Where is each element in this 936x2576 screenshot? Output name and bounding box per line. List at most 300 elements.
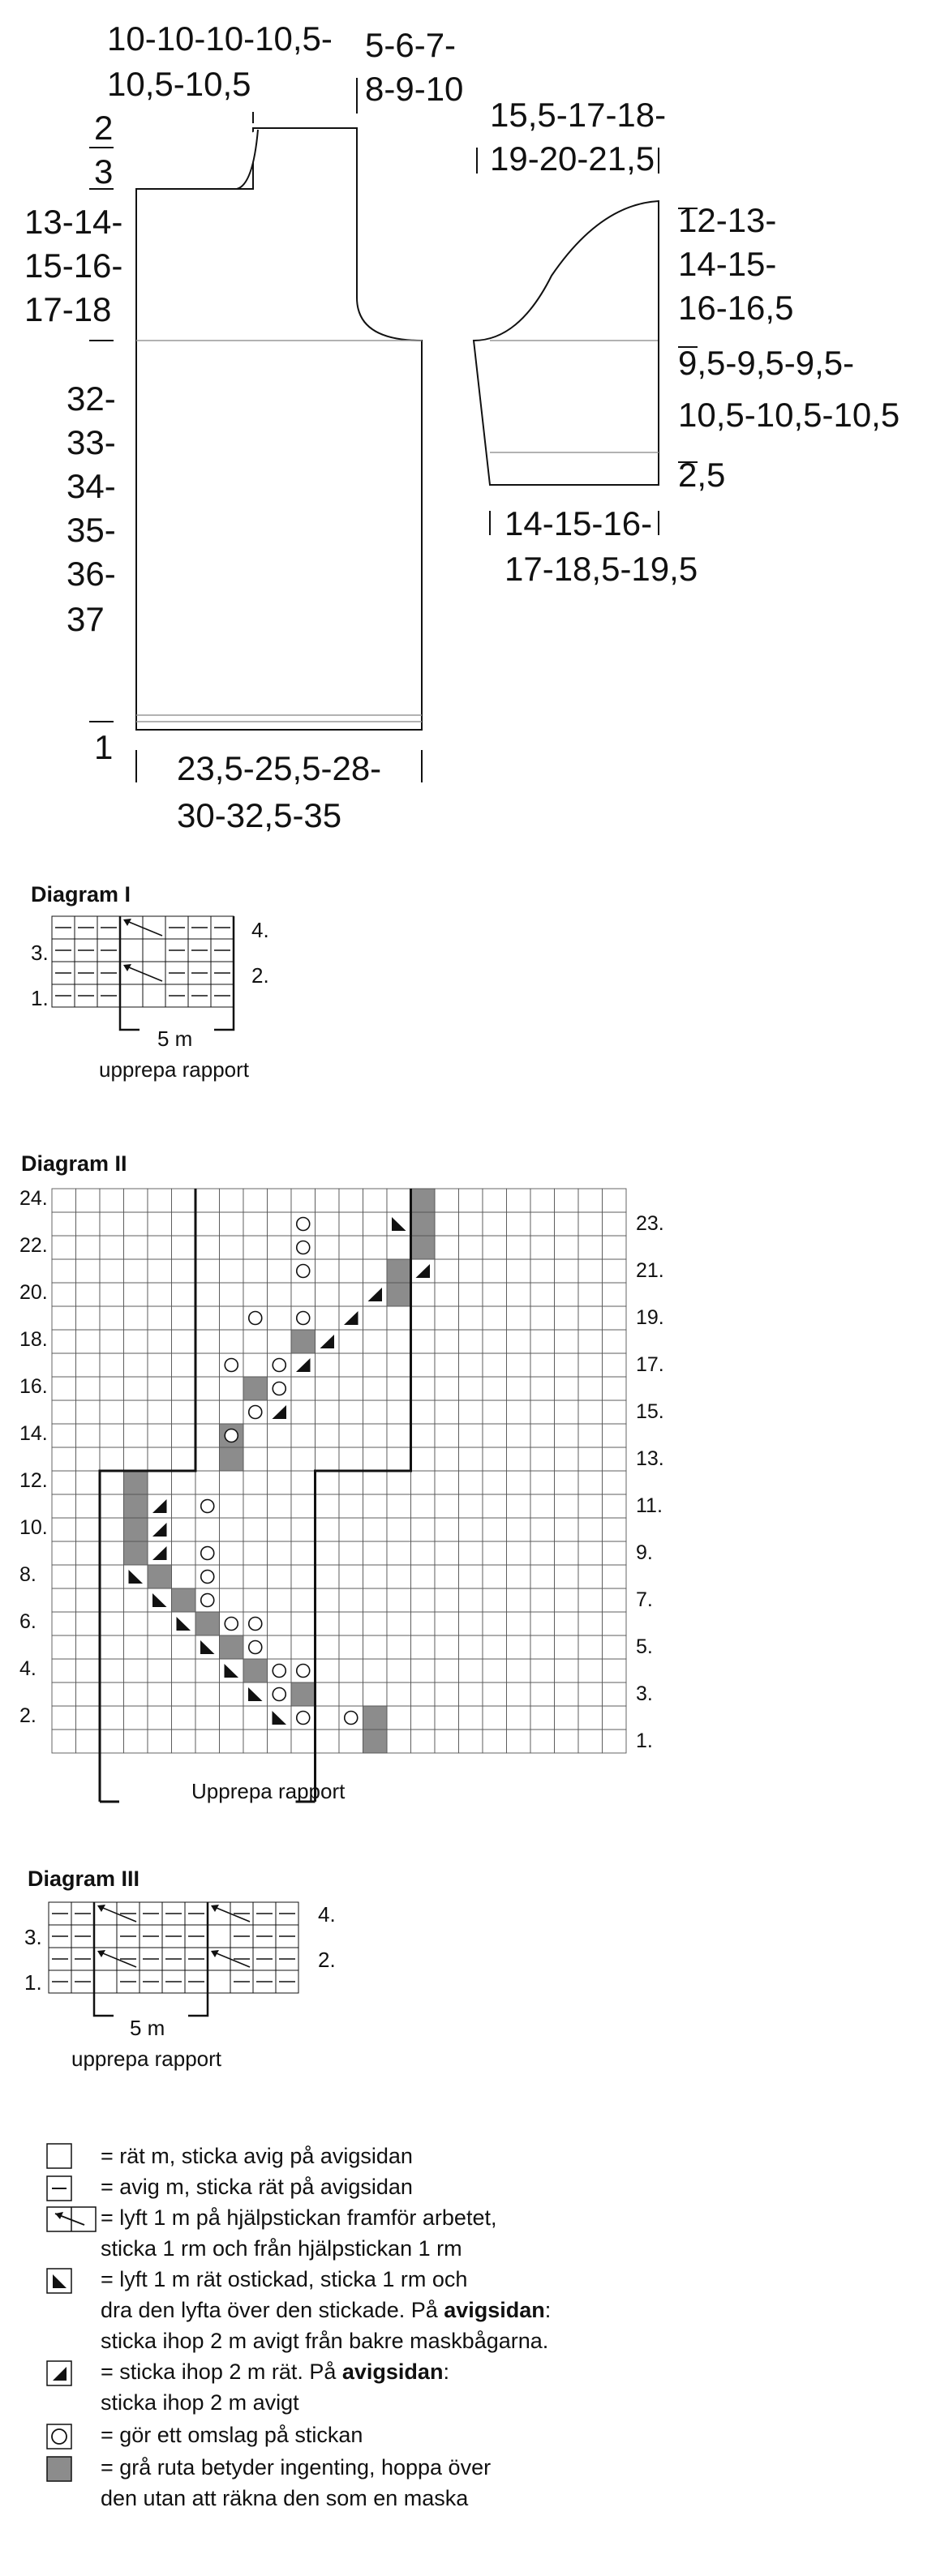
row-label: 7. [636,1588,653,1611]
yarn-over-mark [273,1359,286,1372]
chart-cell [52,1659,76,1682]
legend [47,2144,551,2510]
chart-cell [483,1306,507,1330]
chart-cell [291,1189,316,1212]
chart-cell [459,1353,483,1377]
chart-cell [76,1541,101,1565]
chart-cell [100,1306,124,1330]
chart-cell [363,1353,388,1377]
chart-cell [411,1400,436,1424]
chart-cell [339,1518,363,1541]
chart-cell [578,1635,603,1659]
chart-cell [291,1400,316,1424]
chart-cell [316,1424,340,1447]
yarn-over-mark [345,1712,358,1725]
chart-cell [483,1541,507,1565]
chart-cell [483,1471,507,1494]
chart-cell [316,1518,340,1541]
chart-cell [530,1494,555,1518]
chart-cell [76,1612,101,1635]
chart-cell [555,1353,579,1377]
chart-cell [483,1377,507,1400]
chart-cell [195,1259,220,1283]
row-label: 3. [31,941,49,965]
shoulder-label: 5-6-7- [365,26,457,64]
legend-skp: = lyft 1 m rät ostickad, sticka 1 rm och [101,2267,468,2291]
chart-cell [268,1447,292,1471]
chart-cell [172,1306,196,1330]
chart-cell [578,1565,603,1588]
chart-cell [100,1612,124,1635]
chart-cell [578,1283,603,1306]
chart-cell [76,1400,101,1424]
grey-cell [148,1565,172,1588]
chart-cell [76,1565,101,1588]
grey-cell [411,1189,436,1212]
chart-cell [530,1682,555,1706]
chart-cell [52,1565,76,1588]
chart-cell [459,1682,483,1706]
chart-cell [124,1682,148,1706]
chart-cell [555,1518,579,1541]
grey-cell [195,1612,220,1635]
chart-cell [530,1236,555,1259]
chart-cell [195,1283,220,1306]
chart-cell [76,1377,101,1400]
chart-cell [530,1189,555,1212]
chart-cell [76,1682,101,1706]
chart-cell [339,1612,363,1635]
yarn-over-mark [249,1312,262,1325]
chart-cell [220,1588,244,1612]
chart-cell [555,1306,579,1330]
chart-cell [387,1682,411,1706]
chart-cell [459,1330,483,1353]
grey-cell [363,1729,388,1753]
chart-cell [172,1189,196,1212]
row-label: 8. [19,1563,36,1586]
chart-cell [530,1588,555,1612]
chart-cell [243,1471,268,1494]
chart-cell [172,1706,196,1729]
chart-cell [52,1236,76,1259]
chart-cell [555,1212,579,1236]
chart-cell [387,1565,411,1588]
chart-cell [172,1635,196,1659]
chart-cell [76,1330,101,1353]
chart-cell [172,1377,196,1400]
chart-cell [148,1612,172,1635]
chart-cell [243,1330,268,1353]
chart-cell [100,1236,124,1259]
chart-cell [530,1612,555,1635]
chart-cell [339,1283,363,1306]
chart-cell [363,1212,388,1236]
chart-cell [124,1330,148,1353]
chart-cell [76,1635,101,1659]
chart-cell [76,1306,101,1330]
chart-cell [76,1189,101,1212]
chart-cell [555,1424,579,1447]
row-label: 4. [318,1902,336,1927]
chart-cell [148,1471,172,1494]
chart-cell [459,1306,483,1330]
chart-cell [483,1212,507,1236]
chart-cell [52,1283,76,1306]
legend-grey: = grå ruta betyder ingenting, hoppa över [101,2455,492,2480]
chart-cell [339,1212,363,1236]
chart-cell [339,1189,363,1212]
chart-cell [435,1212,459,1236]
neck-width-label: 10,5-10,5 [107,65,251,103]
chart-cell [578,1189,603,1212]
legend-cross: sticka 1 rm och från hjälpstickan 1 rm [101,2236,462,2261]
chart-cell [52,1353,76,1377]
chart-cell [363,1189,388,1212]
chart-cell [339,1471,363,1494]
chart-cell [291,1588,316,1612]
chart-cell [578,1212,603,1236]
chart-cell [483,1682,507,1706]
chart-cell [124,1377,148,1400]
chart-cell [148,1424,172,1447]
row-label: 21. [636,1259,664,1282]
chart-cell [411,1494,436,1518]
chart-cell [363,1635,388,1659]
chart-cell [578,1471,603,1494]
chart-cell [243,1541,268,1565]
chart-cell [603,1659,627,1682]
chart-cell [172,1283,196,1306]
chart-cell [220,1400,244,1424]
chart-cell [76,1659,101,1682]
chart-cell [220,1541,244,1565]
chart-cell [268,1283,292,1306]
chart-cell [435,1635,459,1659]
chart-cell [291,1377,316,1400]
chart-cell [339,1635,363,1659]
chart-cell [411,1330,436,1353]
chart-cell [339,1659,363,1682]
chart-cell [148,1682,172,1706]
chart-cell [530,1706,555,1729]
chart-cell [52,1729,76,1753]
grey-cell [387,1283,411,1306]
chart-cell [220,1682,244,1706]
cap-height-label: 14-15- [678,245,777,283]
chart-cell [291,1612,316,1635]
row-label: 3. [24,1925,42,1949]
chart-cell [268,1471,292,1494]
chart-cell [411,1353,436,1377]
chart-cell [100,1259,124,1283]
legend-cross: = lyft 1 m på hjälpstickan framför arbetet, [101,2205,497,2230]
chart-cell [148,1189,172,1212]
chart-cell [52,1682,76,1706]
chart-cell [339,1729,363,1753]
chart-cell [459,1659,483,1682]
chart-cell [316,1306,340,1330]
chart-cell [363,1330,388,1353]
chart-cell [555,1236,579,1259]
chart-cell [603,1353,627,1377]
chart-cell [507,1259,531,1283]
length-label: 36- [67,555,116,593]
chart-cell [578,1236,603,1259]
chart-cell [507,1682,531,1706]
chart-cell [339,1565,363,1588]
chart-cell [172,1541,196,1565]
chart-cell [220,1565,244,1588]
chart-cell [148,1236,172,1259]
chart-cell [603,1447,627,1471]
chart-cell [578,1588,603,1612]
chart-cell [100,1541,124,1565]
chart-cell [316,1377,340,1400]
armhole-label: 15-16- [24,246,123,285]
chart-cell [435,1377,459,1400]
chart-cell [339,1400,363,1424]
chart-cell [578,1330,603,1353]
chart-cell [52,1424,76,1447]
chart-cell [603,1588,627,1612]
grey-cell [411,1236,436,1259]
chart-cell [578,1306,603,1330]
row-label: 1. [24,1970,42,1995]
chart-cell [411,1729,436,1753]
chart-cell [507,1518,531,1541]
chart-cell [124,1189,148,1212]
yarn-over-mark [273,1665,286,1678]
yarn-over-mark [297,1265,310,1278]
chart-cell [435,1424,459,1447]
chart-cell [124,1306,148,1330]
chart-cell [291,1471,316,1494]
chart-cell [220,1729,244,1753]
chart-cell [291,1541,316,1565]
yarn-over-mark [225,1618,238,1631]
chart-cell [76,1729,101,1753]
grey-cell [387,1259,411,1283]
chart-cell [100,1729,124,1753]
chart-cell [483,1706,507,1729]
chart-cell [459,1259,483,1283]
chart-cell [100,1400,124,1424]
chart-cell [530,1424,555,1447]
chart-cell [268,1588,292,1612]
chart-cell [124,1212,148,1236]
chart-cell [316,1706,340,1729]
row-label: 2. [19,1704,36,1727]
chart-cell [603,1424,627,1447]
chart-cell [52,1612,76,1635]
chart-cell [387,1400,411,1424]
chart-cell [530,1377,555,1400]
chart-cell [530,1659,555,1682]
chart-cell [507,1659,531,1682]
body-schematic [89,78,422,782]
chart-cell [459,1494,483,1518]
chart-cell [124,1236,148,1259]
chart-cell [435,1706,459,1729]
chart-cell [316,1635,340,1659]
chart-cell [603,1541,627,1565]
diagram2-title: Diagram II [21,1151,127,1176]
length-label: 37 [67,600,105,638]
chart-cell [124,1353,148,1377]
chart-cell [268,1236,292,1259]
chart-cell [339,1330,363,1353]
sleeve-bottom-width-label: 14-15-16- [504,504,653,542]
chart-cell [435,1400,459,1424]
chart-cell [411,1283,436,1306]
knit-symbol-icon [47,2144,71,2168]
chart-cell [555,1377,579,1400]
chart-cell [530,1565,555,1588]
chart-cell [387,1588,411,1612]
chart-cell [578,1400,603,1424]
chart-cell [124,1400,148,1424]
chart-cell [459,1565,483,1588]
chart-cell [220,1236,244,1259]
chart-cell [195,1682,220,1706]
chart-cell [507,1447,531,1471]
chart-cell [52,1706,76,1729]
chart-cell [148,1330,172,1353]
chart-cell [387,1494,411,1518]
chart-cell [483,1447,507,1471]
chart-cell [195,1377,220,1400]
chart-cell [435,1682,459,1706]
chart-cell [100,1706,124,1729]
chart-cell [243,1518,268,1541]
k2tog-symbol-icon [47,2361,71,2385]
chart-cell [52,1494,76,1518]
chart-cell [316,1471,340,1494]
chart-cell [530,1330,555,1353]
chart-cell [316,1212,340,1236]
chart-cell [316,1541,340,1565]
chart-cell [603,1400,627,1424]
repeat-label: upprepa rapport [71,2047,222,2071]
chart-cell [243,1259,268,1283]
row-label: 3. [636,1682,653,1705]
yarn-over-mark [249,1641,262,1654]
chart-cell [387,1447,411,1471]
chart-cell [603,1471,627,1494]
chart-cell [124,1635,148,1659]
chart-cell [172,1494,196,1518]
chart-cell [291,1424,316,1447]
chart-cell [483,1353,507,1377]
chart-cell [555,1706,579,1729]
chart-cell [100,1447,124,1471]
chart-cell [603,1377,627,1400]
chart-cell [172,1330,196,1353]
chart-cell [100,1424,124,1447]
legend-k2tog: = sticka ihop 2 m rät. På avigsidan: [101,2360,449,2384]
repeat-label: upprepa rapport [99,1057,250,1082]
chart-cell [411,1659,436,1682]
row-label: 18. [19,1328,48,1351]
chart-cell [363,1400,388,1424]
chart-cell [555,1189,579,1212]
grey-cell [243,1659,268,1682]
chart-cell [411,1635,436,1659]
chart-cell [459,1541,483,1565]
row-label: 9. [636,1541,653,1564]
chart-cell [124,1612,148,1635]
chart-cell [459,1424,483,1447]
chart-cell [195,1729,220,1753]
chart-cell [268,1565,292,1588]
chart-cell [435,1353,459,1377]
chart-cell [578,1612,603,1635]
chart-cell [459,1729,483,1753]
chart-cell [76,1212,101,1236]
chart-cell [603,1189,627,1212]
chart-cell [387,1518,411,1541]
chart-cell [411,1471,436,1494]
chart-cell [411,1518,436,1541]
chart-cell [603,1612,627,1635]
chart-cell [268,1259,292,1283]
sleeve-bottom-width-label: 17-18,5-19,5 [504,550,698,588]
chart-cell [339,1424,363,1447]
chart-cell [100,1682,124,1706]
row-label: 12. [19,1469,48,1492]
chart-cell [316,1236,340,1259]
chart-cell [172,1212,196,1236]
chart-cell [220,1518,244,1541]
chart-cell [316,1588,340,1612]
chart-cell [555,1682,579,1706]
chart-cell [555,1541,579,1565]
row-label: 19. [636,1306,664,1329]
grey-cell [124,1541,148,1565]
grey-cell [363,1706,388,1729]
chart-cell [124,1283,148,1306]
chart-cell [603,1259,627,1283]
chart-cell [603,1494,627,1518]
chart-cell [243,1212,268,1236]
chart-cell [555,1447,579,1471]
chart-cell [243,1447,268,1471]
chart-cell [555,1400,579,1424]
chart-cell [195,1236,220,1259]
chart-cell [124,1729,148,1753]
chart-cell [435,1494,459,1518]
chart-cell [578,1659,603,1682]
row-label: 1. [31,986,49,1010]
chart-cell [459,1635,483,1659]
chart-cell [411,1306,436,1330]
chart-cell [507,1377,531,1400]
chart-cell [411,1706,436,1729]
chart-cell [363,1377,388,1400]
chart-cell [100,1330,124,1353]
chart-cell [220,1330,244,1353]
chart-cell [387,1729,411,1753]
sleeve-top-width-label: 19-20-21,5 [490,139,655,178]
length-label: 35- [67,511,116,549]
chart-cell [435,1471,459,1494]
chart-cell [195,1400,220,1424]
chart-cell [603,1565,627,1588]
chart-cell [411,1541,436,1565]
chart-cell [555,1565,579,1588]
chart-cell [195,1330,220,1353]
